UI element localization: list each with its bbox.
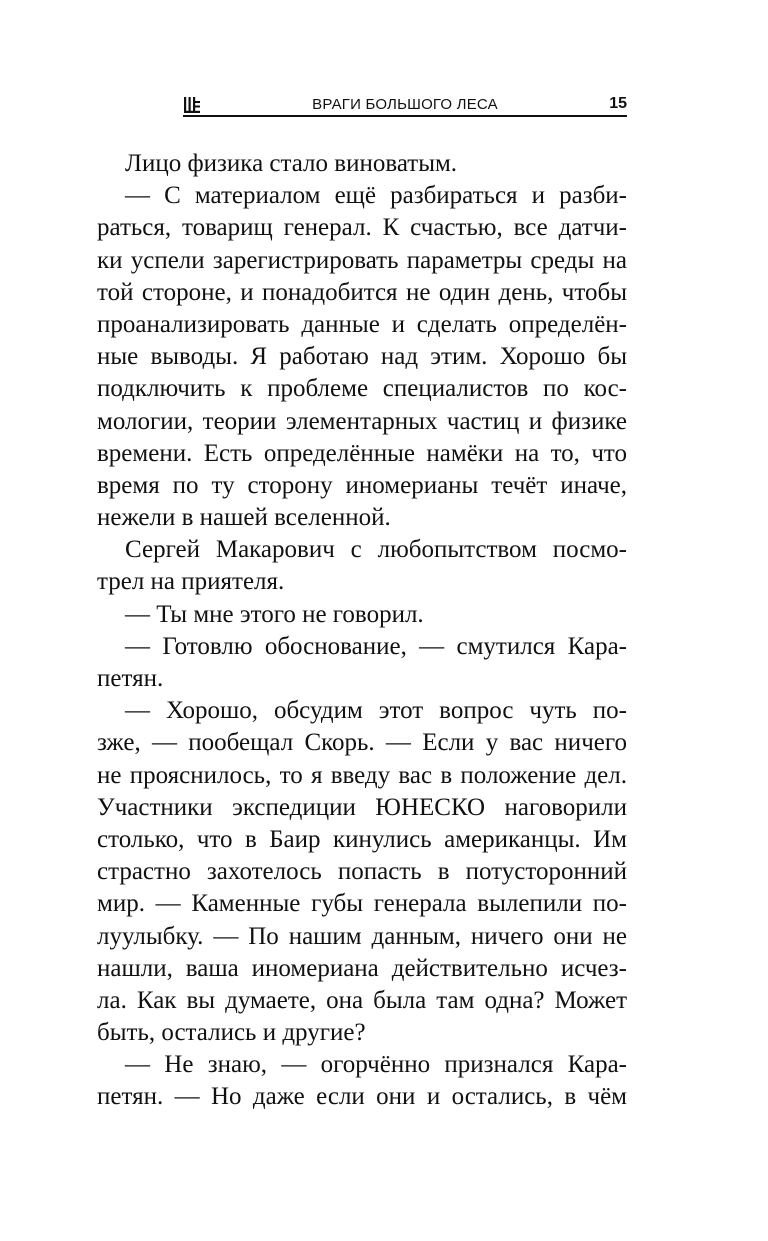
book-title: ВРАГИ БОЛЬШОГО ЛЕСА: [312, 96, 498, 113]
text-line: Лицо физика стало виноватым.: [125, 150, 458, 177]
text-line: — Не знаю, — огорчённо признался Кара-: [125, 1051, 627, 1079]
text-line: петян.: [97, 665, 164, 692]
running-header: [183, 90, 627, 118]
text-line: Участники экспедиции ЮНЕСКО наговорили: [97, 793, 627, 821]
text-line: трел на приятеля.: [97, 568, 285, 596]
text-line: луулыбку. — По нашим данным, ничего они не: [97, 922, 627, 950]
text-line: столько, что в Баир кинулись американцы. Им: [97, 825, 627, 853]
text-line: подключить к проблеме специалистов по кос-: [97, 375, 627, 403]
text-line: петян. — Но даже если они и остались, в чём: [97, 1083, 627, 1111]
text-line: раться, товарищ генерал. К счастью, все датчи-: [97, 214, 627, 242]
text-line: не прояснилось, то я введу вас в положение дел.: [97, 761, 627, 789]
text-line: — С материалом ещё разбираться и разби-: [125, 182, 627, 210]
text-line: Сергей Макарович с любопытством посмо-: [125, 536, 627, 564]
text-line: быть, остались и другие?: [97, 1019, 366, 1047]
header-divider: [183, 115, 627, 117]
text-line: ные выводы. Я работаю над этим. Хорошо бы: [97, 343, 627, 371]
text-line: мологии, теории элементарных частиц и физике: [97, 407, 627, 435]
text-line: — Хорошо, обсудим этот вопрос чуть по-: [125, 697, 627, 725]
text-line: мир. — Каменные губы генерала вылепили по-: [97, 890, 627, 918]
body-text: [97, 148, 627, 1114]
text-line: — Ты мне этого не говорил.: [125, 600, 424, 628]
text-line: нашли, ваша иномериана действительно исчез-: [97, 954, 627, 982]
text-line: время по ту сторону иномерианы течёт иначе,: [97, 471, 627, 499]
text-line: той стороне, и понадобится не один день, чтобы: [97, 278, 627, 306]
text-line: ки успели зарегистрировать параметры среды на: [97, 246, 627, 274]
text-line: зже, — пообещал Скорь. — Если у вас ничего: [97, 729, 627, 757]
text-line: — Готовлю обоснование, — смутился Кара-: [125, 632, 627, 660]
page-number: 15: [609, 95, 627, 112]
text-line: нежели в нашей вселенной.: [97, 504, 391, 532]
text-line: страстно захотелось попасть в потусторонний: [97, 858, 627, 886]
text-line: времени. Есть определённые намёки на то, что: [97, 439, 627, 467]
text-line: ла. Как вы думаете, она была там одна? Может: [97, 986, 627, 1014]
text-line: проанализировать данные и сделать определён-: [97, 310, 627, 338]
